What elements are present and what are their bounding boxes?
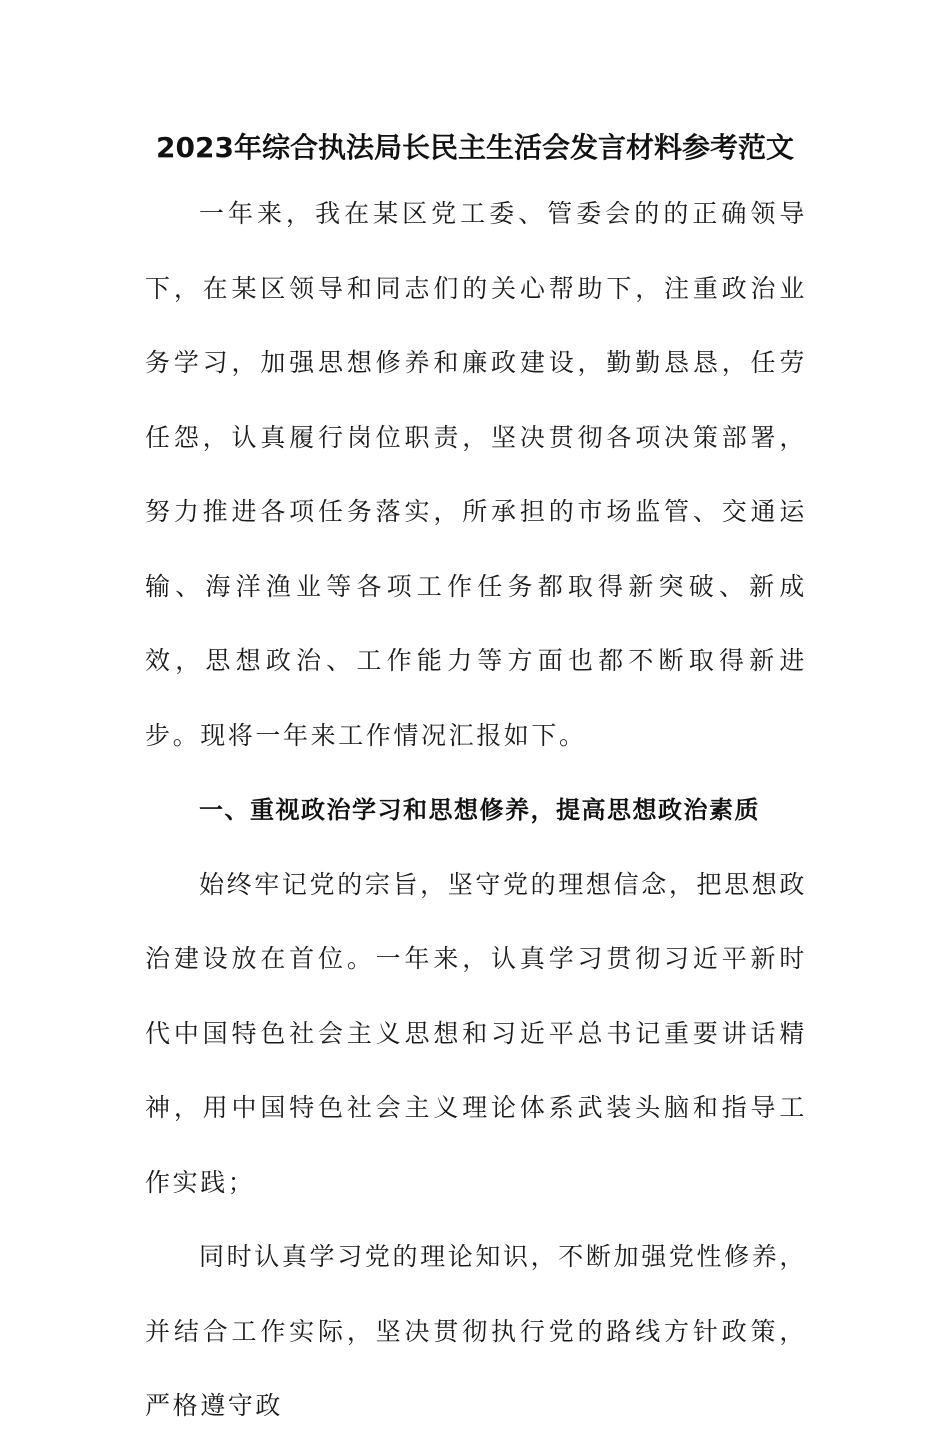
document-body: [145, 177, 807, 1444]
paragraph-theory-study: 同时认真学习党的理论知识，不断加强党性修养，并结合工作实际，坚决贯彻执行党的路线方针政策，严格遵守政: [145, 1242, 807, 1420]
paragraph-intro: 一年来，我在某区党工委、管委会的的正确领导下，在某区领导和同志们的关心帮助下，注重政治业务学习，加强思想修养和廉政建设，勤勤恳恳，任劳任怨，认真履行岗位职责，坚决贯彻各项决策部署，努力推进各项任务落实，所承担的市场监管、交通运输、海洋渔业等各项工作任务都取得新突破、新成效，思想政治、工作能力等方面也都不断取得新进步。现将一年来工作情况汇报如下。: [145, 199, 807, 750]
paragraph-political-study: 始终牢记党的宗旨，坚守党的理想信念，把思想政治建设放在首位。一年来，认真学习贯彻习近平新时代中国特色社会主义思想和习近平总书记重要讲话精神，用中国特色社会主义理论体系武装头脑和指导工作实践；: [145, 869, 807, 1197]
section-heading-1: 一、重视政治学习和思想修养，提高思想政治素质: [199, 796, 760, 824]
document-title: 2023年综合执法局长民主生活会发言材料参考范文: [156, 131, 794, 164]
